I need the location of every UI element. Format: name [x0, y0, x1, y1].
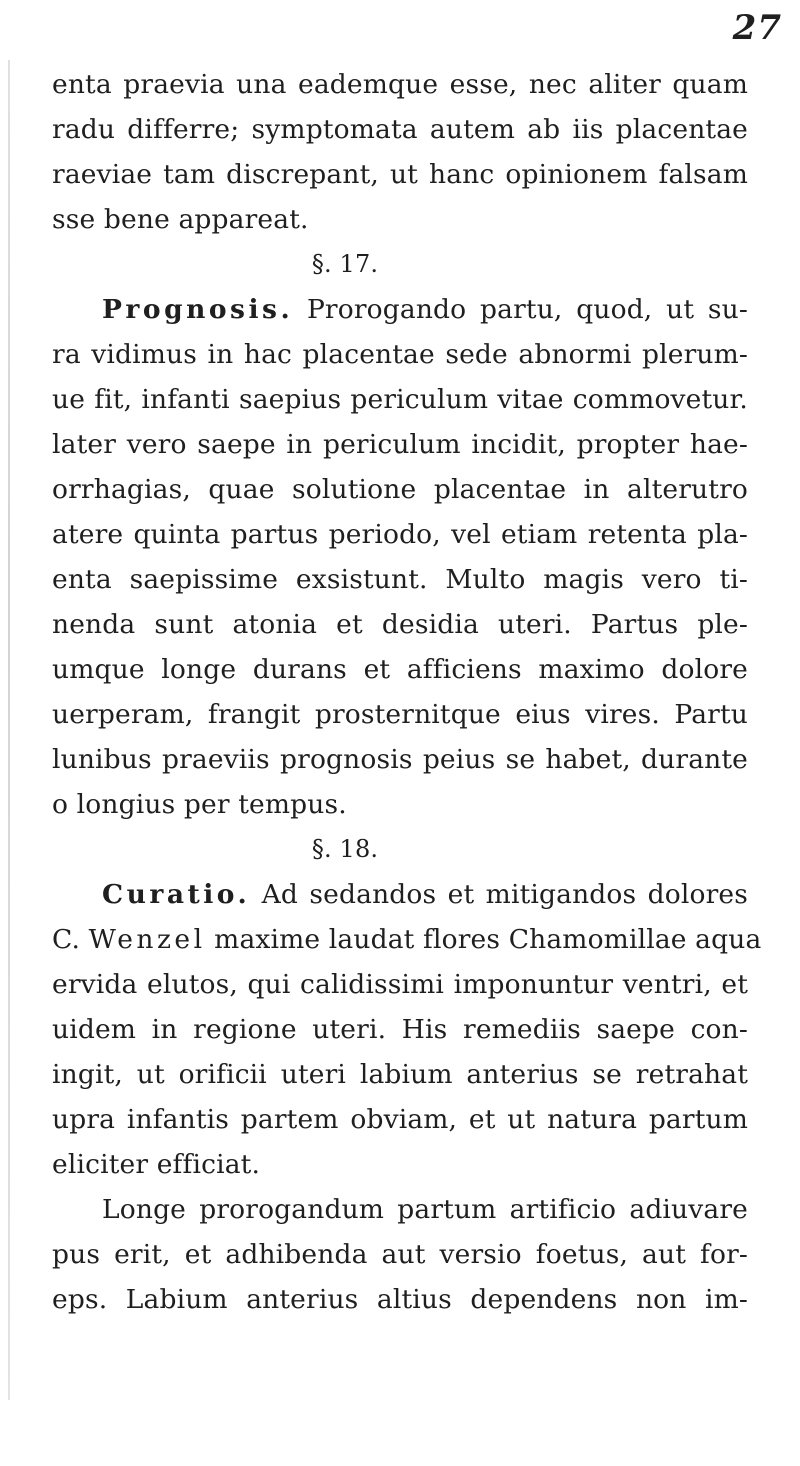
- text-line: ingit, ut orificii uteri labium anterius se retrahat: [52, 1059, 748, 1090]
- section-number: §. 18.: [311, 835, 379, 863]
- text-line: enta saepissime exsistunt. Multo magis vero ti-: [52, 564, 748, 595]
- text-segment: Ad sedandos et mitigandos dolores: [261, 879, 748, 910]
- text-line: Longe prorogandum partum artificio adiuvare: [102, 1194, 748, 1225]
- text-line: raeviae tam discrepant, ut hanc opinionem falsam: [52, 159, 748, 190]
- body-text: [52, 62, 762, 1322]
- text-line: [52, 872, 748, 917]
- page-number: 27: [732, 8, 782, 48]
- text-line: pus erit, et adhibenda aut versio foetus, aut for-: [52, 1239, 748, 1270]
- text-line: nenda sunt atonia et desidia uteri. Partus ple-: [52, 609, 748, 640]
- text-line: later vero saepe in periculum incidit, propter hae-: [52, 429, 748, 460]
- author-name: Wenzel: [88, 924, 206, 955]
- text-segment: C.: [52, 924, 81, 955]
- text-line: ue fit, infanti saepius periculum vitae commovetur.: [52, 384, 748, 415]
- text-line: eliciter efficiat.: [52, 1149, 261, 1180]
- text-line: ervida elutos, qui calidissimi imponuntur ventri, et: [52, 969, 748, 1000]
- text-line: eps. Labium anterius altius dependens non im-: [52, 1284, 748, 1315]
- text-line: uidem in regione uteri. His remediis saepe con-: [52, 1014, 748, 1045]
- text-line: o longius per tempus.: [52, 789, 347, 820]
- text-segment: Prorogando partu, quod, ut su-: [306, 294, 748, 325]
- text-segment: maxime laudat flores Chamomillae aqua: [214, 924, 762, 955]
- text-line: [52, 917, 762, 962]
- section-heading: Prognosis.: [102, 294, 294, 325]
- text-line: atere quinta partus periodo, vel etiam retenta pla-: [52, 519, 748, 550]
- text-line: enta praevia una eademque esse, nec aliter quam: [52, 69, 748, 100]
- text-line: upra infantis partem obviam, et ut natura partum: [52, 1104, 748, 1135]
- section-heading: Curatio.: [102, 879, 251, 910]
- page-gutter-shadow: [8, 60, 10, 1400]
- text-line: umque longe durans et afficiens maximo dolore: [52, 654, 748, 685]
- text-line: lunibus praeviis prognosis peius se habet, durante: [52, 744, 748, 775]
- text-line: sse bene appareat.: [52, 204, 309, 235]
- text-line: uerperam, frangit prosternitque eius vires. Partu: [52, 699, 748, 730]
- text-line: radu differre; symptomata autem ab iis placentae: [52, 114, 748, 145]
- section-number: §. 17.: [311, 250, 379, 278]
- text-line: [52, 287, 748, 332]
- text-line: orrhagias, quae solutione placentae in alterutro: [52, 474, 748, 505]
- text-line: ra vidimus in hac placentae sede abnormi plerum-: [52, 339, 748, 370]
